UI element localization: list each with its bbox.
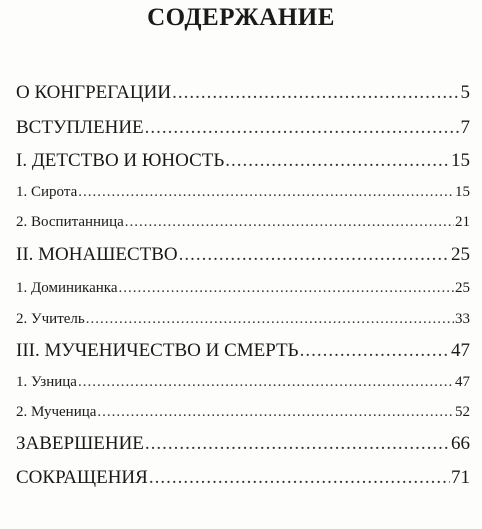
toc-entry-label: 2. Воспитанница [16, 214, 124, 230]
toc-entry-page: 66 [451, 433, 470, 454]
dot-leader [97, 404, 454, 421]
toc-entry-page: 33 [455, 311, 470, 327]
dot-leader [145, 117, 460, 139]
toc-entry-chapter-3[interactable] [16, 340, 470, 362]
toc-entry-label: ВСТУПЛЕНИЕ [16, 117, 144, 138]
toc-entry-3-2[interactable] [16, 404, 470, 421]
toc-entry-1-2[interactable] [16, 214, 470, 231]
toc-entry-label: 1. Доминиканка [16, 280, 118, 296]
toc-entry-label: 1. Узница [16, 374, 77, 390]
toc-entry-label: III. МУЧЕНИЧЕСТВО И СМЕРТЬ [16, 340, 299, 361]
dot-leader [78, 184, 454, 201]
toc-entry-page: 21 [455, 214, 470, 230]
toc-entry-page: 5 [460, 82, 470, 103]
toc-entry-page: 15 [451, 150, 470, 171]
toc-entry-conclusion[interactable] [16, 433, 470, 455]
dot-leader [78, 374, 454, 391]
toc-entry-abbreviations[interactable] [16, 467, 470, 489]
dot-leader [86, 311, 454, 328]
dot-leader [149, 467, 450, 489]
toc-entry-page: 15 [455, 184, 470, 200]
toc-entry-label: О КОНГРЕГАЦИИ [16, 82, 172, 103]
dot-leader [300, 340, 450, 362]
toc-entry-label: 2. Мученица [16, 404, 97, 420]
toc-entry-page: 71 [451, 467, 470, 488]
toc-entry-page: 25 [451, 244, 470, 265]
toc-entry-label: 2. Учитель [16, 311, 85, 327]
toc-entry-about-congregation[interactable] [16, 82, 470, 104]
page-title: СОДЕРЖАНИЕ [147, 4, 335, 31]
toc-entry-page: 52 [455, 404, 470, 420]
toc-entry-chapter-1[interactable] [16, 150, 470, 172]
toc-entry-page: 25 [455, 280, 470, 296]
dot-leader [172, 82, 459, 104]
dot-leader [145, 433, 450, 455]
toc-entry-chapter-2[interactable] [16, 244, 470, 266]
toc-entry-2-2[interactable] [16, 311, 470, 328]
toc-entry-page: 7 [460, 117, 470, 138]
toc-entry-introduction[interactable] [16, 117, 470, 139]
dot-leader [118, 280, 454, 297]
toc-entry-label: 1. Сирота [16, 184, 78, 200]
toc-entry-label: СОКРАЩЕНИЯ [16, 467, 148, 488]
toc-entry-label: II. МОНАШЕСТВО [16, 244, 178, 265]
dot-leader [125, 214, 454, 231]
dot-leader [225, 150, 450, 172]
toc-entry-page: 47 [451, 340, 470, 361]
toc-entry-2-1[interactable] [16, 280, 470, 297]
toc-entry-1-1[interactable] [16, 184, 470, 201]
toc-entry-page: 47 [455, 374, 470, 390]
dot-leader [179, 244, 450, 266]
toc-entry-label: I. ДЕТСТВО И ЮНОСТЬ [16, 150, 225, 171]
toc-entry-3-1[interactable] [16, 374, 470, 391]
toc-entry-label: ЗАВЕРШЕНИЕ [16, 433, 144, 454]
